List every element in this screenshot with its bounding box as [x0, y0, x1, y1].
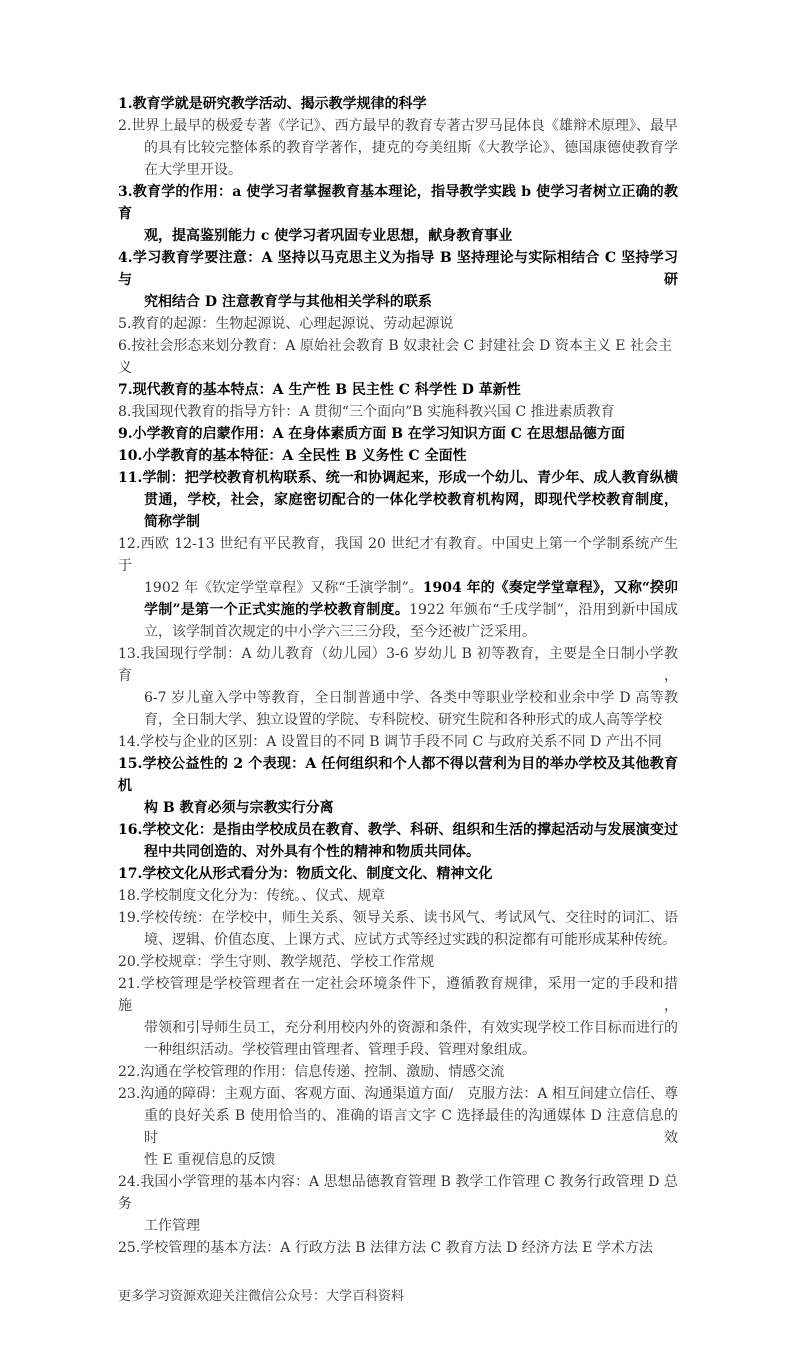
item-line: 5.教育的起源：生物起源说、心理起源说、劳动起源说	[118, 316, 454, 332]
item-line-continuation: 重的良好关系 B 使用恰当的、准确的语言文字 C 选择最佳的沟通媒体 D 注意信息的时效	[144, 1108, 678, 1146]
list-item	[118, 467, 678, 533]
list-item	[118, 445, 678, 467]
list-item	[118, 247, 678, 313]
item-line: 2.世界上最早的极爱专著《学记》、西方最早的教育专著古罗马昆体良《雄辩术原理》、最早	[118, 118, 678, 134]
item-line: 9.小学教育的启蒙作用：A 在身体素质方面 B 在学习知识方面 C 在思想品德方面	[118, 426, 625, 442]
item-line-continuation: 究相结合 D 注意教育学与其他相关学科的联系	[144, 294, 432, 310]
text-segment: 12.西欧 12-13 世纪有平民教育，我国 20 世纪才有教育。中国史上第一个学制系统产生于	[118, 536, 678, 574]
item-line: 23.沟通的障碍：主观方面、客观方面、沟通渠道方面/ 克服方法：A 相互间建立信任、尊	[118, 1086, 678, 1102]
list-item	[118, 863, 678, 885]
list-item	[118, 907, 678, 951]
item-line-continuation: 程中共同创造的、对外具有个性的精神和物质共同体。	[144, 844, 480, 860]
item-line-continuation: 带领和引导师生员工，充分利用校内外的资源和条件，有效实现学校工作目标而进行的	[144, 1020, 678, 1036]
list-item	[118, 973, 678, 1061]
list-item	[118, 181, 678, 247]
item-line-continuation: 在大学里开设。	[144, 162, 242, 178]
list-item	[118, 115, 678, 181]
list-item	[118, 643, 678, 731]
list-item	[118, 885, 678, 907]
list-item	[118, 819, 678, 863]
item-line: 19.学校传统：在学校中，师生关系、领导关系、读书风气、考试风气、交往时的词汇、语	[118, 910, 678, 926]
list-item	[118, 313, 678, 335]
item-line: 14.学校与企业的区别：A 设置目的不同 B 调节手段不同 C 与政府关系不同 D 产出不同	[118, 734, 662, 750]
item-line: 18.学校制度文化分为：传统。、仪式、规章	[118, 888, 386, 904]
item-line: 22.沟通在学校管理的作用：信息传递、控制、激励、情感交流	[118, 1064, 505, 1080]
item-line-continuation: 贯通，学校，社会，家庭密切配合的一体化学校教育机构网，即现代学校教育制度，	[144, 492, 678, 508]
list-item	[118, 951, 678, 973]
item-line-continuation: 的具有比较完整体系的教育学著作，捷克的夸美纽斯《大教学论》、德国康德使教育学	[144, 140, 678, 156]
list-item	[118, 533, 678, 643]
bold-text-segment: 1904 年的《奏定学堂章程》，又称“揆卯	[422, 580, 678, 596]
item-line: 8.我国现代教育的指导方针：A 贯彻“三个面向”B 实施科教兴国 C 推进素质教育	[118, 404, 615, 420]
text-segment: 1922 年颁布“壬戌学制”，沿用到新中国成	[409, 602, 678, 618]
item-line: 17.学校文化从形式看分为：物质文化、制度文化、精神文化	[118, 866, 493, 882]
list-item	[118, 731, 678, 753]
list-item	[118, 753, 678, 819]
list-item	[118, 335, 678, 379]
item-line: 1.教育学就是研究教学活动、揭示教学规律的科学	[118, 96, 427, 112]
item-line: 7.现代教育的基本特点：A 生产性 B 民主性 C 科学性 D 革新性	[118, 382, 521, 398]
text-segment: 1902 年《钦定学堂章程》又称“壬演学制”。	[144, 580, 423, 596]
item-line-continuation	[118, 621, 678, 643]
list-item	[118, 423, 678, 445]
footer-note: 更多学习资源欢迎关注微信公众号：大学百科资料	[118, 1289, 405, 1304]
item-line: 25.学校管理的基本方法：A 行政方法 B 法律方法 C 教育方法 D 经济方法 E 学术方法	[118, 1240, 653, 1256]
item-line-continuation: 观，提高鉴别能力 c 使学习者巩固专业思想，献身教育事业	[144, 228, 513, 244]
list-item	[118, 93, 678, 115]
item-line-continuation	[118, 599, 678, 621]
item-line: 10.小学教育的基本特征：A 全民性 B 义务性 C 全面性	[118, 448, 467, 464]
item-line: 20.学校规章：学生守则、教学规范、学校工作常规	[118, 954, 435, 970]
item-line-continuation: 构 B 教育必须与宗教实行分离	[144, 800, 334, 816]
list-item	[118, 1237, 678, 1259]
item-line-continuation: 6-7 岁儿童入学中等教育，全日制普通中学、各类中等职业学校和业余中学 D 高等教	[144, 690, 678, 706]
list-item	[118, 379, 678, 401]
item-line-continuation: 境、逻辑、价值态度、上课方式、应试方式等经过实践的积淀都有可能形成某种传统。	[144, 932, 676, 948]
text-segment: 立，该学制首次规定的中小学六三三分段，至今还被广泛采用。	[144, 624, 536, 640]
item-line: 13.我国现行学制：A 幼儿教育（幼儿园）3-6 岁幼儿 B 初等教育，主要是全日制小学教育，	[118, 646, 678, 684]
item-line: 6.按社会形态来划分教育：A 原始社会教育 B 奴隶社会 C 封建社会 D 资本主义 E 社会主义	[118, 338, 672, 376]
item-line: 4.学习教育学要注意：A 坚持以马克思主义为指导 B 坚持理论与实际相结合 C 坚持学习与研	[118, 250, 678, 288]
bold-text-segment: 学制”是第一个正式实施的学校教育制度。	[144, 602, 410, 618]
item-line: 11.学制：把学校教育机构联系、统一和协调起来，形成一个幼儿、青少年、成人教育纵横	[118, 470, 678, 486]
item-line-continuation: 性 E 重视信息的反馈	[144, 1152, 276, 1168]
list-item	[118, 1171, 678, 1237]
item-line-continuation: 育，全日制大学、独立设置的学院、专科院校、研究生院和各种形式的成人高等学校	[144, 712, 662, 728]
item-line: 15.学校公益性的 2 个表现：A 任何组织和个人都不得以营利为目的举办学校及其他教育机	[118, 756, 678, 794]
list-item	[118, 401, 678, 423]
item-line: 21.学校管理是学校管理者在一定社会环境条件下，遵循教育规律，采用一定的手段和措施，	[118, 976, 678, 1014]
item-line-continuation	[118, 577, 678, 599]
item-line: 24.我国小学管理的基本内容：A 思想品德教育管理 B 教学工作管理 C 教务行政管理 D 总务	[118, 1174, 678, 1212]
list-item	[118, 1083, 678, 1171]
item-line-continuation: 一种组织活动。学校管理由管理者、管理手段、管理对象组成。	[144, 1042, 536, 1058]
item-line: 16.学校文化：是指由学校成员在教育、教学、科研、组织和生活的撑起活动与发展演变过	[118, 822, 678, 838]
item-line: 3.教育学的作用：a 使学习者掌握教育基本理论，指导教学实践 b 使学习者树立正确的教育	[118, 184, 678, 222]
item-line-continuation: 工作管理	[144, 1218, 200, 1234]
item-line	[118, 533, 678, 577]
list-item	[118, 1061, 678, 1083]
item-line-continuation: 简称学制	[144, 514, 200, 530]
document-body	[118, 93, 678, 1259]
